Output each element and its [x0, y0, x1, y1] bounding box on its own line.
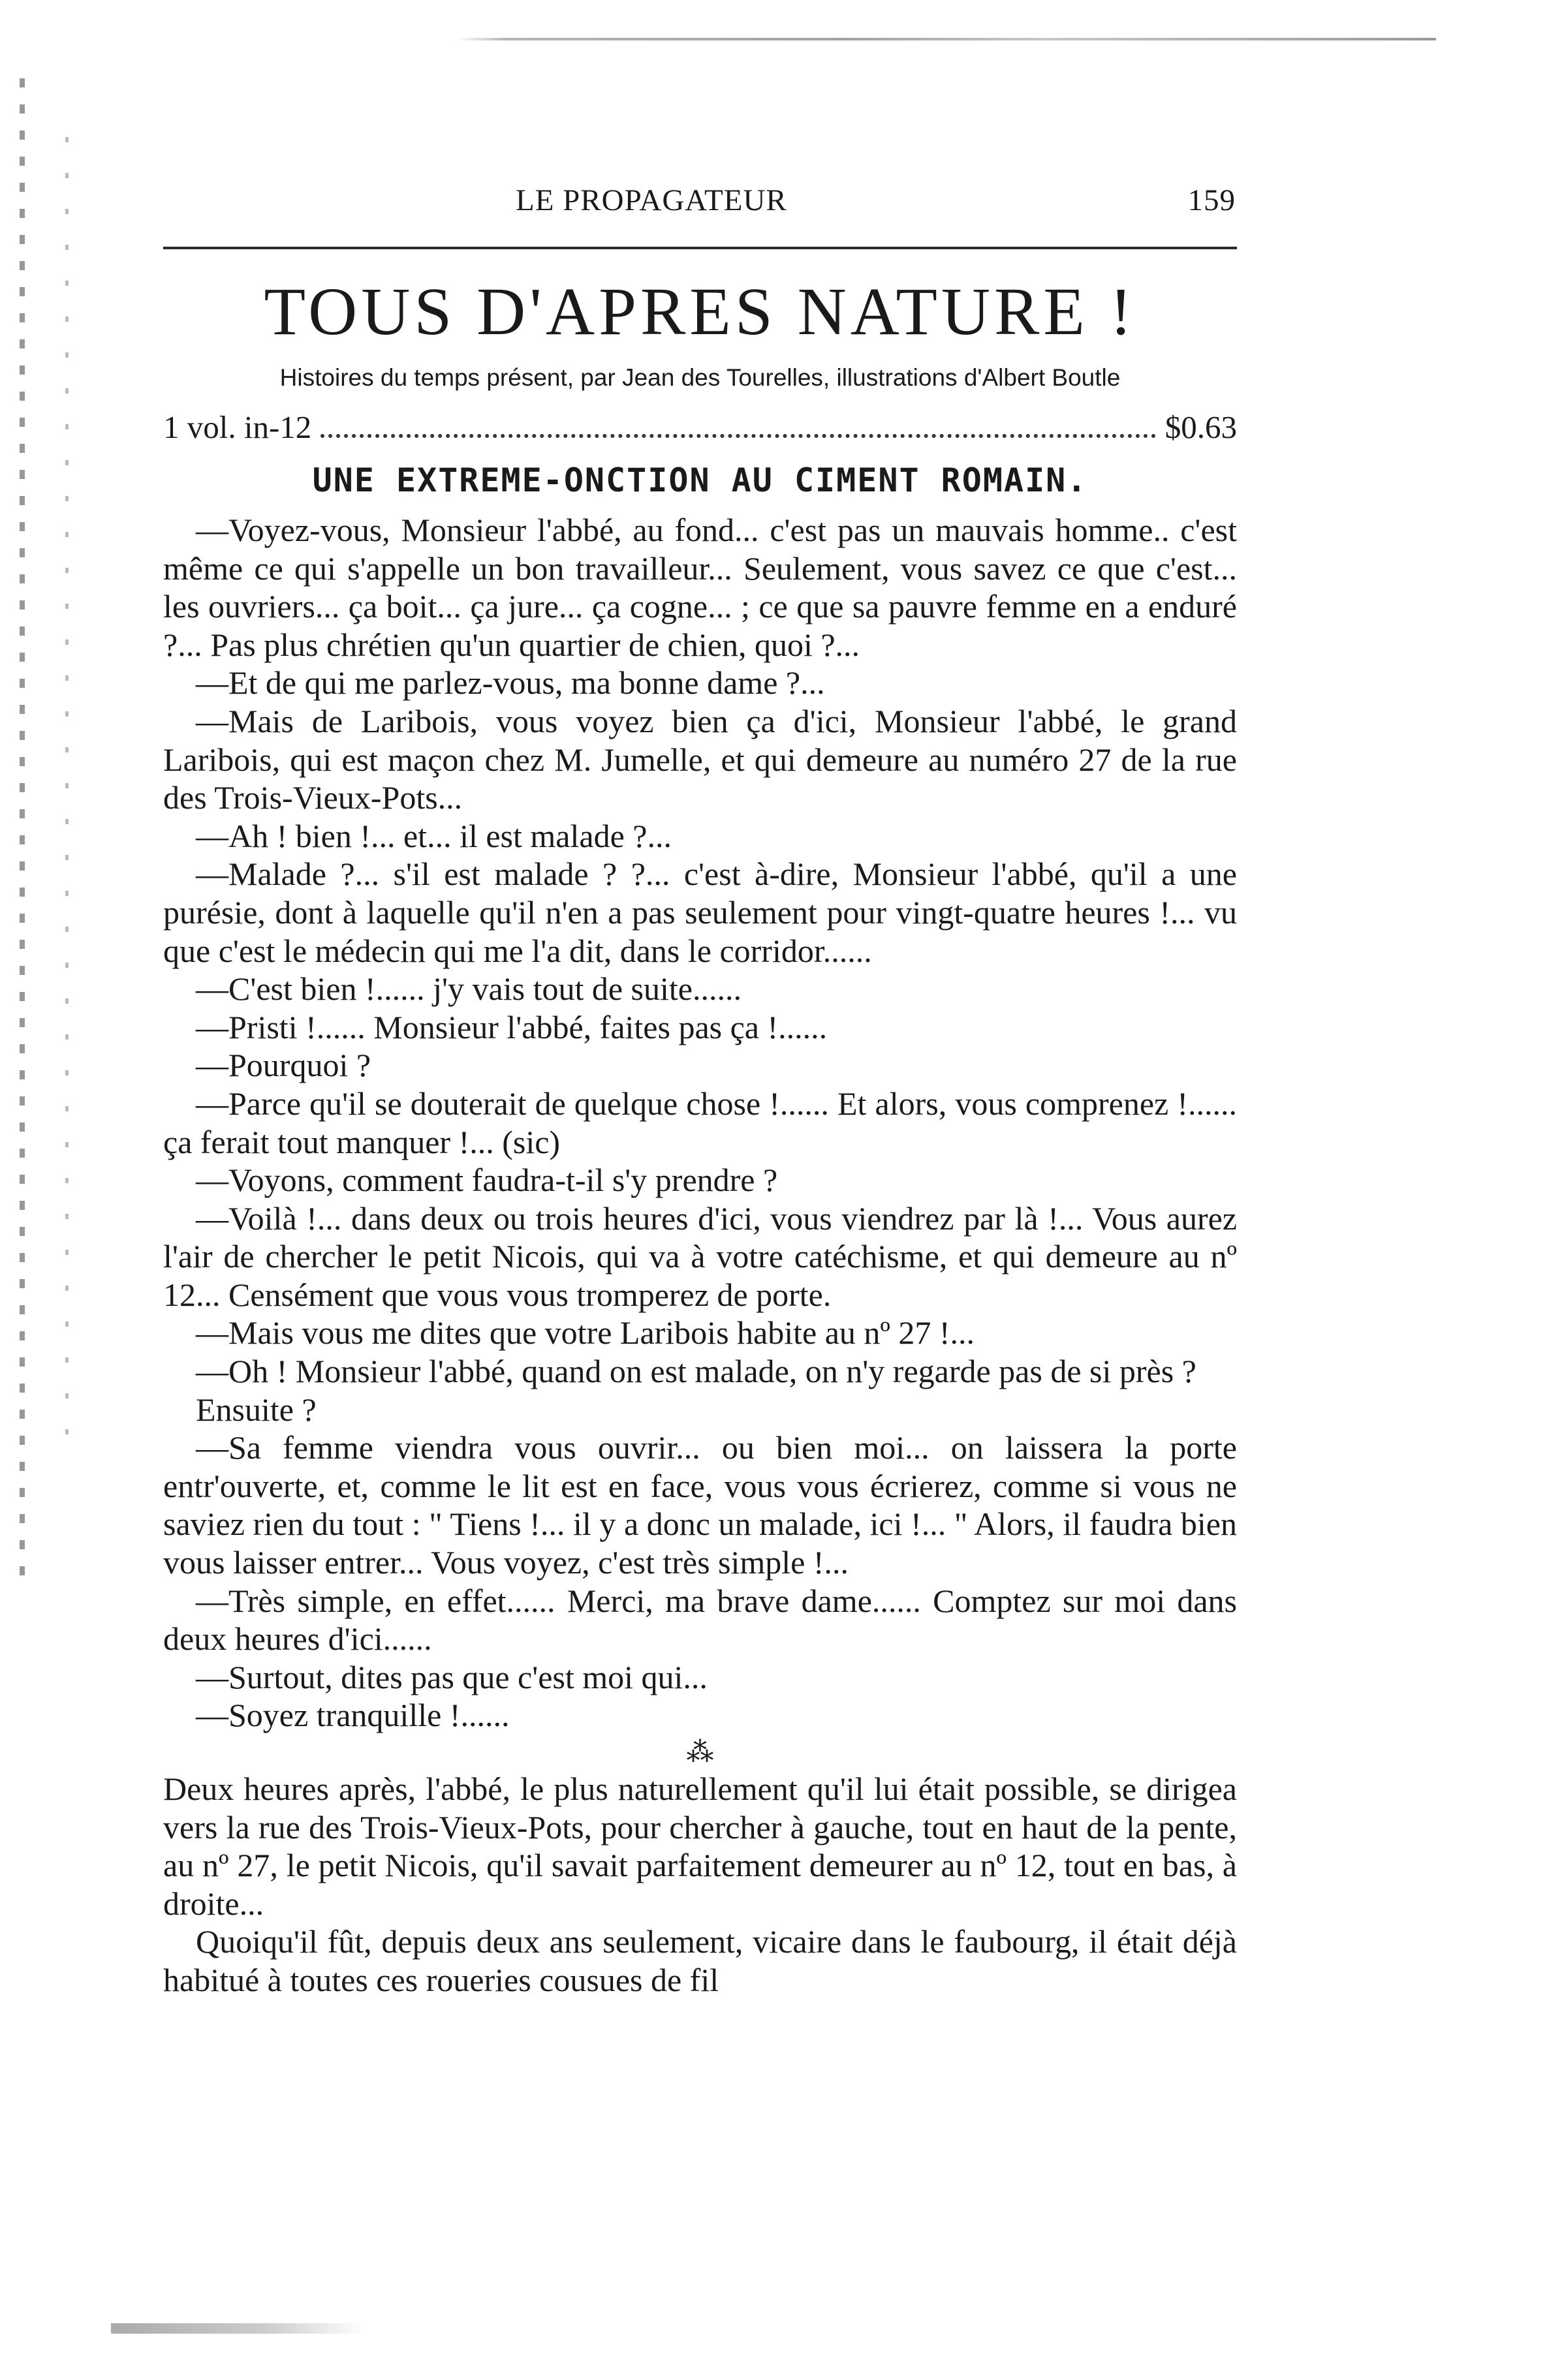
- price-line: [163, 409, 1237, 446]
- story-title: UNE EXTREME-ONCTION AU CIMENT ROMAIN.: [312, 461, 1088, 499]
- page-number: 159: [1187, 183, 1236, 217]
- paragraph: —Ah ! bien !... et... il est malade ?...: [196, 817, 672, 854]
- running-head: [163, 176, 1237, 222]
- paragraph: —Parce qu'il se douterait de quelque chose !...... Et alors, vous comprenez !...... ça ferait tout manquer !... (sic): [163, 1085, 1237, 1160]
- paragraph: —Voilà !... dans deux ou trois heures d'ici, vous viendrez par là !... Vous aurez l'air de chercher le petit Nicois, qui va à votre catéchisme, et qui demeure au nº 12... Censément que vous vous tromperez de porte.: [163, 1199, 1237, 1313]
- book-subtitle: Histoires du temps présent, par Jean des Tourelles, illustrations d'Albert Boutle: [279, 364, 1121, 391]
- paragraph: —Soyez tranquille !......: [196, 1697, 510, 1734]
- header-rule: [163, 247, 1237, 249]
- book-format: 1 vol. in-12: [163, 409, 312, 445]
- paragraph: —Oh ! Monsieur l'abbé, quand on est malade, on n'y regarde pas de si près ?: [196, 1353, 1196, 1390]
- paragraph: —Malade ?... s'il est malade ? ?... c'est à-dire, Monsieur l'abbé, qu'il a une purésie, dont à laquelle qu'il n'en a pas seulement pour vingt-quatre heures !... vu que c'est le médecin qui me l'a dit, dans le corridor......: [163, 856, 1237, 969]
- narrative-paragraph: Deux heures après, l'abbé, le plus naturellement qu'il lui était possible, se dirigea vers la rue des Trois-Vieux-Pots, pour chercher à gauche, tout en haut de la pente, au nº 27, le petit Nicois, qu'il savait parfaitement demeurer au nº 12, tout en bas, à droite...: [163, 1770, 1237, 1922]
- scan-artifact-margin-2: [65, 137, 69, 1442]
- paragraph: —Mais de Laribois, vous voyez bien ça d'ici, Monsieur l'abbé, le grand Laribois, qui est maçon chez M. Jumelle, et qui demeure au numéro 27 de la rue des Trois-Vieux-Pots...: [163, 702, 1237, 816]
- paragraph: —Voyez-vous, Monsieur l'abbé, au fond... c'est pas un mauvais homme.. c'est même ce qui s'appelle un bon travailleur... Seulement, vous savez ce que c'est... les ouvriers... ça boit... ça jure... ça cogne... ; ce que sa pauvre femme en a enduré ?... Pas plus chrétien qu'un quartier de chien, quoi ?...: [163, 512, 1237, 663]
- paragraph: Ensuite ?: [196, 1391, 317, 1428]
- scan-artifact-bottom: [111, 2323, 366, 2334]
- scan-artifact-top: [457, 38, 1436, 40]
- section-separator: ⁂: [686, 1738, 714, 1768]
- book-title: TOUS D'APRES NATURE !: [264, 274, 1136, 349]
- paragraph: —Sa femme viendra vous ouvrir... ou bien moi... on laissera la porte entr'ouverte, et, comme le lit est en face, vous vous écrierez, comme si vous ne saviez rien du tout : " Tiens !... il y a donc un malade, ici !... " Alors, il faudra bien vous laisser entrer... Vous voyez, c'est très simple !...: [163, 1429, 1237, 1581]
- paragraph: —Et de qui me parlez-vous, ma bonne dame ?...: [196, 664, 825, 702]
- running-title: LE PROPAGATEUR: [516, 183, 787, 217]
- paragraph: —Très simple, en effet...... Merci, ma brave dame...... Comptez sur moi dans deux heures d'ici......: [163, 1582, 1237, 1658]
- narrative-paragraph: Quoiqu'il fût, depuis deux ans seulement, vicaire dans le faubourg, il était déjà habitué à toutes ces roueries cousues de fil: [163, 1923, 1237, 1998]
- dot-leader: [320, 434, 1155, 438]
- book-price: $0.63: [1164, 409, 1237, 445]
- paragraph: —Pourquoi ?: [196, 1047, 371, 1084]
- story-body: [163, 511, 1237, 2000]
- document-page: [163, 176, 1237, 2000]
- paragraph: —Pristi !...... Monsieur l'abbé, faites pas ça !......: [196, 1008, 828, 1045]
- paragraph: —Voyons, comment faudra-t-il s'y prendre ?: [196, 1162, 778, 1199]
- scan-artifact-margin: [20, 78, 25, 1579]
- paragraph: —Surtout, dites pas que c'est moi qui...: [196, 1658, 708, 1695]
- paragraph: —C'est bien !...... j'y vais tout de suite......: [196, 970, 742, 1008]
- paragraph: —Mais vous me dites que votre Laribois habite au nº 27 !...: [196, 1314, 975, 1352]
